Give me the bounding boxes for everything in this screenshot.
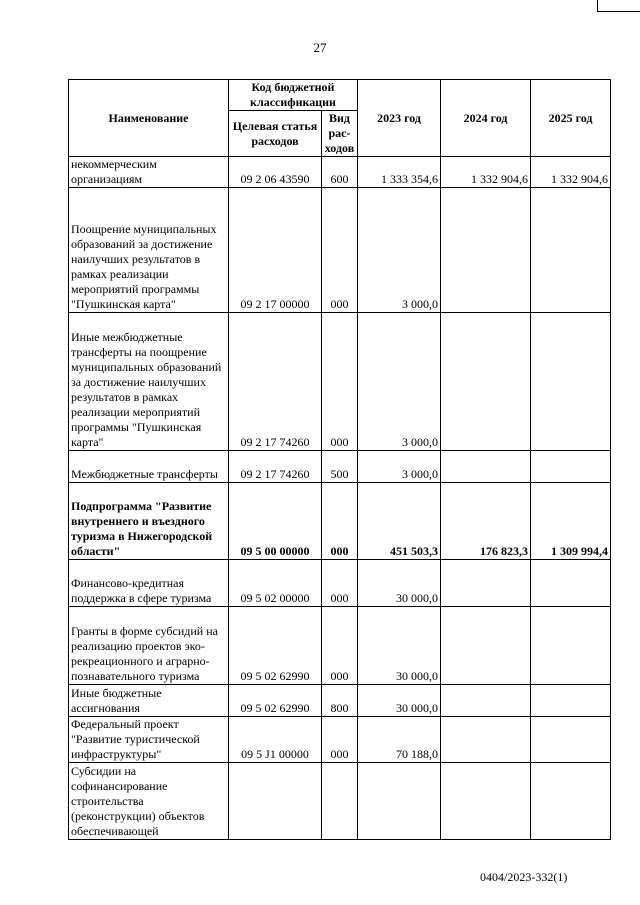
row-target-article: 09 5 J1 00000 xyxy=(229,717,322,763)
row-expense-type: 800 xyxy=(322,685,358,717)
row-2025 xyxy=(531,685,611,717)
header-name: Наименование xyxy=(69,80,229,157)
row-target-article: 09 5 02 62990 xyxy=(229,685,322,717)
row-2025 xyxy=(531,188,611,313)
row-2024 xyxy=(441,763,531,840)
row-2025 xyxy=(531,763,611,840)
row-name: некоммерческим организациям xyxy=(69,157,229,188)
table-row xyxy=(69,763,611,840)
row-2023: 1 333 354,6 xyxy=(358,157,441,188)
table-row xyxy=(69,451,611,483)
row-expense-type: 000 xyxy=(322,483,358,560)
row-name: Иные межбюджетные трансферты на поощрение муниципальных образований за достижение наилучших результатов в рамках реализации мероприятий программы "Пушкинская карта" xyxy=(69,313,229,451)
row-2023: 3 000,0 xyxy=(358,451,441,483)
page-number: 27 xyxy=(313,40,327,55)
row-2023: 70 188,0 xyxy=(358,717,441,763)
row-name: Федеральный проект "Развитие туристической инфраструктуры" xyxy=(69,717,229,763)
table-row xyxy=(69,188,611,313)
row-2024 xyxy=(441,313,531,451)
table-row xyxy=(69,607,611,685)
row-2023: 30 000,0 xyxy=(358,607,441,685)
row-name: Гранты в форме субсидий на реализацию проектов эко-рекреационного и аграрно-познавательного туризма xyxy=(69,607,229,685)
header-2025: 2025 год xyxy=(531,80,611,157)
row-2023: 3 000,0 xyxy=(358,313,441,451)
header-budget-classification: Код бюджетной классификации xyxy=(229,80,358,111)
row-target-article: 09 2 17 00000 xyxy=(229,188,322,313)
row-target-article: 09 2 06 43590 xyxy=(229,157,322,188)
row-2025: 1 309 994,4 xyxy=(531,483,611,560)
row-name: Межбюджетные трансферты xyxy=(69,451,229,483)
row-2023: 3 000,0 xyxy=(358,188,441,313)
row-expense-type: 500 xyxy=(322,451,358,483)
row-name: Субсидии на софинансирование строительства (реконструкции) объектов обеспечивающей xyxy=(69,763,229,840)
row-name: Подпрограмма "Развитие внутреннего и въездного туризма в Нижегородской области" xyxy=(69,483,229,560)
row-2025 xyxy=(531,717,611,763)
row-2024 xyxy=(441,560,531,607)
row-expense-type xyxy=(322,763,358,840)
table-row xyxy=(69,717,611,763)
row-2025 xyxy=(531,607,611,685)
row-2024 xyxy=(441,717,531,763)
row-name: Финансово-кредитная поддержка в сфере туризма xyxy=(69,560,229,607)
header-2023: 2023 год xyxy=(358,80,441,157)
row-2025 xyxy=(531,313,611,451)
row-2024 xyxy=(441,607,531,685)
row-target-article: 09 5 00 00000 xyxy=(229,483,322,560)
row-target-article xyxy=(229,763,322,840)
row-target-article: 09 5 02 62990 xyxy=(229,607,322,685)
table-row xyxy=(69,483,611,560)
budget-table xyxy=(68,79,611,840)
row-expense-type: 000 xyxy=(322,188,358,313)
row-expense-type: 000 xyxy=(322,313,358,451)
row-expense-type: 000 xyxy=(322,560,358,607)
row-2023: 30 000,0 xyxy=(358,560,441,607)
row-name: Иные бюджетные ассигнования xyxy=(69,685,229,717)
row-2025: 1 332 904,6 xyxy=(531,157,611,188)
row-name: Поощрение муниципальных образований за достижение наилучших результатов в рамках реализации мероприятий программы "Пушкинская карта" xyxy=(69,188,229,313)
corner-mark xyxy=(597,0,640,12)
row-2025 xyxy=(531,451,611,483)
table-row xyxy=(69,685,611,717)
row-2024 xyxy=(441,188,531,313)
row-expense-type: 000 xyxy=(322,717,358,763)
row-2023: 30 000,0 xyxy=(358,685,441,717)
row-2024 xyxy=(441,451,531,483)
row-target-article: 09 2 17 74260 xyxy=(229,451,322,483)
document-code: 0404/2023-332(1) xyxy=(480,870,568,884)
table-row xyxy=(69,560,611,607)
header-2024: 2024 год xyxy=(441,80,531,157)
row-2024: 176 823,3 xyxy=(441,483,531,560)
row-2023: 451 503,3 xyxy=(358,483,441,560)
row-target-article: 09 2 17 74260 xyxy=(229,313,322,451)
row-2023 xyxy=(358,763,441,840)
header-expense-type: Вид рас-ходов xyxy=(322,111,358,157)
row-expense-type: 600 xyxy=(322,157,358,188)
row-target-article: 09 5 02 00000 xyxy=(229,560,322,607)
row-2024 xyxy=(441,685,531,717)
row-2025 xyxy=(531,560,611,607)
table-row xyxy=(69,313,611,451)
row-expense-type: 000 xyxy=(322,607,358,685)
table-row xyxy=(69,157,611,188)
row-2024: 1 332 904,6 xyxy=(441,157,531,188)
header-target-article: Целевая статья расходов xyxy=(229,111,322,157)
